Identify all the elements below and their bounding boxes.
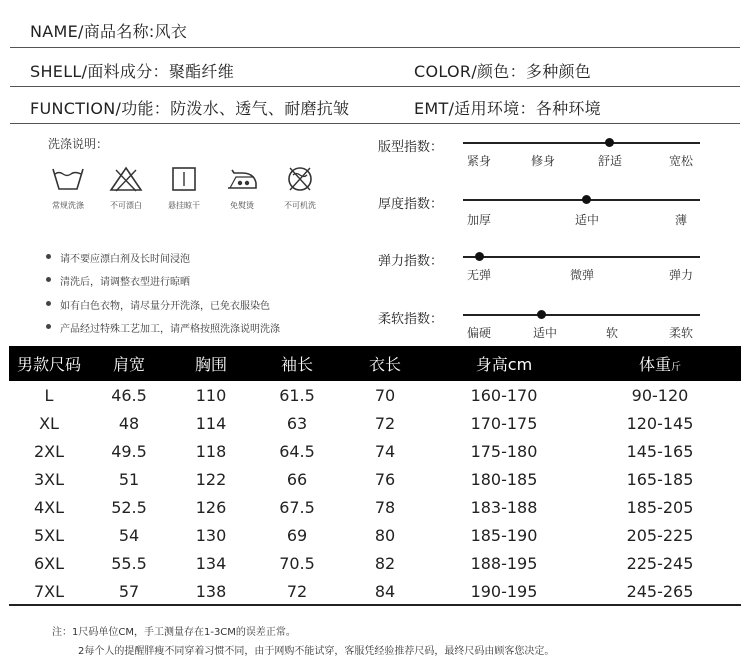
column-header: 肩宽 bbox=[112, 355, 145, 374]
table-cell: 52.5 bbox=[111, 497, 147, 517]
table-cell: 138 bbox=[195, 581, 227, 601]
table-row bbox=[9, 381, 741, 409]
bullet-icon bbox=[46, 277, 51, 282]
table-bottom-rule bbox=[9, 604, 741, 606]
index-label: 柔软指数： bbox=[378, 312, 444, 327]
table-cell: 185-190 bbox=[470, 525, 538, 545]
care-note-text: 产品经过特殊工艺加工，请严格按照洗涤说明洗涤 bbox=[60, 323, 280, 335]
table-cell: 6XL bbox=[33, 553, 65, 573]
table-cell: 120-145 bbox=[626, 413, 694, 433]
table-cell: 245-265 bbox=[626, 581, 694, 601]
index-label: 弹力指数： bbox=[378, 254, 444, 269]
table-cell: 74 bbox=[374, 441, 396, 461]
table-cell: 3XL bbox=[33, 469, 65, 489]
index-word: 加厚 bbox=[466, 213, 492, 227]
column-header: 胸围 bbox=[194, 355, 227, 374]
table-row bbox=[9, 493, 741, 521]
care-label: 免熨烫 bbox=[230, 201, 254, 210]
table-cell: 160-170 bbox=[470, 385, 538, 405]
color-info: COLOR/颜色：多种颜色 bbox=[414, 62, 592, 81]
table-cell: 67.5 bbox=[279, 497, 315, 517]
table-cell: 126 bbox=[195, 497, 227, 517]
table-cell: 190-195 bbox=[470, 581, 538, 601]
care-notes bbox=[46, 250, 280, 343]
footnote: 2每个人的提醒胖瘦不同穿着习惯不同，由于网购不能试穿，客服凭经验推荐尺码，最终尺码由顾客您决定。 bbox=[78, 646, 555, 657]
divider bbox=[10, 47, 740, 48]
size-table bbox=[9, 346, 741, 605]
column-header: 身高cm bbox=[475, 355, 533, 374]
table-cell: 185-205 bbox=[626, 497, 694, 517]
function-info: FUNCTION/功能：防泼水、透气、耐磨抗皱 bbox=[30, 99, 350, 118]
index-marker bbox=[582, 195, 591, 204]
care-note bbox=[46, 297, 280, 320]
index-scale-line bbox=[463, 142, 700, 144]
table-cell: 82 bbox=[374, 553, 396, 573]
table-cell: 130 bbox=[195, 525, 227, 545]
table-cell: 4XL bbox=[33, 497, 65, 517]
no-iron-icon bbox=[224, 165, 260, 193]
care-note-text: 清洗后，请调整衣型进行晾晒 bbox=[60, 277, 190, 289]
footnote: 注：1尺码单位CM，手工测量存在1-3CM的误差正常。 bbox=[52, 627, 296, 638]
index-scale-line bbox=[463, 314, 700, 316]
no-bleach-icon bbox=[108, 165, 144, 193]
table-cell: XL bbox=[39, 413, 59, 433]
table-header bbox=[9, 346, 741, 381]
care-item-no-iron bbox=[214, 165, 270, 211]
weight-unit: 斤 bbox=[671, 362, 681, 373]
table-cell: 114 bbox=[195, 413, 227, 433]
care-item-no-bleach bbox=[98, 165, 154, 211]
table-cell: 205-225 bbox=[626, 525, 694, 545]
table-row bbox=[9, 549, 741, 577]
care-title: 洗涤说明： bbox=[48, 137, 109, 151]
bullet-icon bbox=[46, 254, 51, 259]
care-item-hand-wash bbox=[40, 165, 96, 211]
table-row bbox=[9, 437, 741, 465]
table-cell: 51 bbox=[118, 469, 140, 489]
table-cell: 66 bbox=[286, 469, 308, 489]
index-word: 薄 bbox=[674, 213, 688, 227]
table-cell: 54 bbox=[118, 525, 140, 545]
care-icons bbox=[40, 165, 340, 225]
table-cell: 70 bbox=[374, 385, 396, 405]
table-cell: 5XL bbox=[33, 525, 65, 545]
table-cell: 225-245 bbox=[626, 553, 694, 573]
index-marker bbox=[475, 252, 484, 261]
bullet-icon bbox=[46, 301, 51, 306]
table-cell: 90-120 bbox=[631, 385, 689, 405]
table-cell: 118 bbox=[195, 441, 227, 461]
care-note-text: 如有白色衣物，请尽量分开洗涤，已免衣服染色 bbox=[60, 300, 270, 312]
care-note bbox=[46, 273, 280, 296]
table-row bbox=[9, 409, 741, 437]
divider bbox=[10, 86, 740, 87]
table-cell: 70.5 bbox=[279, 553, 315, 573]
table-body bbox=[9, 381, 741, 605]
hand-wash-icon bbox=[50, 165, 86, 193]
index-marker bbox=[537, 310, 546, 319]
divider bbox=[10, 123, 740, 124]
care-note bbox=[46, 250, 280, 273]
index-label: 厚度指数： bbox=[378, 197, 444, 212]
table-cell: 46.5 bbox=[111, 385, 147, 405]
column-header bbox=[579, 352, 741, 375]
table-cell: 64.5 bbox=[279, 441, 315, 461]
index-word: 舒适 bbox=[597, 154, 623, 168]
column-header: 衣长 bbox=[368, 355, 401, 374]
index-word: 柔软 bbox=[668, 326, 694, 340]
table-row bbox=[9, 521, 741, 549]
table-cell: 61.5 bbox=[279, 385, 315, 405]
weight-header: 体重 bbox=[638, 355, 671, 374]
table-row bbox=[9, 465, 741, 493]
index-label: 版型指数： bbox=[378, 140, 444, 155]
care-label: 悬挂晾干 bbox=[168, 201, 200, 210]
table-cell: 175-180 bbox=[470, 441, 538, 461]
table-cell: 165-185 bbox=[626, 469, 694, 489]
index-word: 宽松 bbox=[668, 154, 694, 168]
hang-dry-icon bbox=[166, 165, 202, 193]
index-word: 紧身 bbox=[466, 154, 492, 168]
care-note-text: 请不要应漂白剂及长时间浸泡 bbox=[60, 254, 190, 265]
care-label: 不可漂白 bbox=[110, 201, 142, 210]
care-item-hang-dry bbox=[156, 165, 212, 211]
table-cell: 183-188 bbox=[470, 497, 538, 517]
table-cell: 170-175 bbox=[470, 413, 538, 433]
table-cell: 134 bbox=[195, 553, 227, 573]
table-cell: 188-195 bbox=[470, 553, 538, 573]
table-cell: 2XL bbox=[33, 441, 65, 461]
no-machine-wash-icon bbox=[282, 165, 318, 193]
environment-info: EMT/适用环境：各种环境 bbox=[414, 99, 601, 118]
table-cell: 80 bbox=[374, 525, 396, 545]
table-cell: 145-165 bbox=[626, 441, 694, 461]
index-word: 软 bbox=[605, 326, 619, 340]
shell-material: SHELL/面料成分：聚酯纤维 bbox=[30, 62, 235, 81]
table-cell: 78 bbox=[374, 497, 396, 517]
care-note bbox=[46, 320, 280, 343]
care-label: 常规洗涤 bbox=[52, 201, 84, 210]
table-cell: 72 bbox=[286, 581, 308, 601]
index-marker bbox=[605, 138, 614, 147]
table-cell: 55.5 bbox=[111, 553, 147, 573]
table-row bbox=[9, 577, 741, 605]
index-word: 微弹 bbox=[569, 268, 595, 282]
index-word: 适中 bbox=[532, 326, 558, 340]
bullet-icon bbox=[46, 324, 51, 329]
index-word: 弹力 bbox=[668, 268, 694, 282]
index-word: 无弹 bbox=[466, 268, 492, 282]
index-scale-line bbox=[463, 256, 700, 258]
index-word: 偏硬 bbox=[466, 326, 492, 340]
table-cell: L bbox=[44, 385, 54, 405]
table-cell: 7XL bbox=[33, 581, 65, 601]
table-cell: 49.5 bbox=[111, 441, 147, 461]
index-word: 适中 bbox=[574, 213, 600, 227]
table-cell: 122 bbox=[195, 469, 227, 489]
table-cell: 84 bbox=[374, 581, 396, 601]
table-cell: 110 bbox=[195, 385, 227, 405]
table-cell: 48 bbox=[118, 413, 140, 433]
table-cell: 180-185 bbox=[470, 469, 538, 489]
column-header: 袖长 bbox=[280, 355, 313, 374]
care-item-no-machine-wash bbox=[272, 165, 328, 211]
table-cell: 57 bbox=[118, 581, 140, 601]
table-cell: 63 bbox=[286, 413, 308, 433]
care-label: 不可机洗 bbox=[284, 201, 316, 210]
table-cell: 76 bbox=[374, 469, 396, 489]
table-cell: 69 bbox=[286, 525, 308, 545]
column-header: 男款尺码 bbox=[16, 355, 81, 374]
table-cell: 72 bbox=[374, 413, 396, 433]
product-name: NAME/商品名称:风衣 bbox=[30, 22, 188, 41]
index-word: 修身 bbox=[530, 154, 556, 168]
